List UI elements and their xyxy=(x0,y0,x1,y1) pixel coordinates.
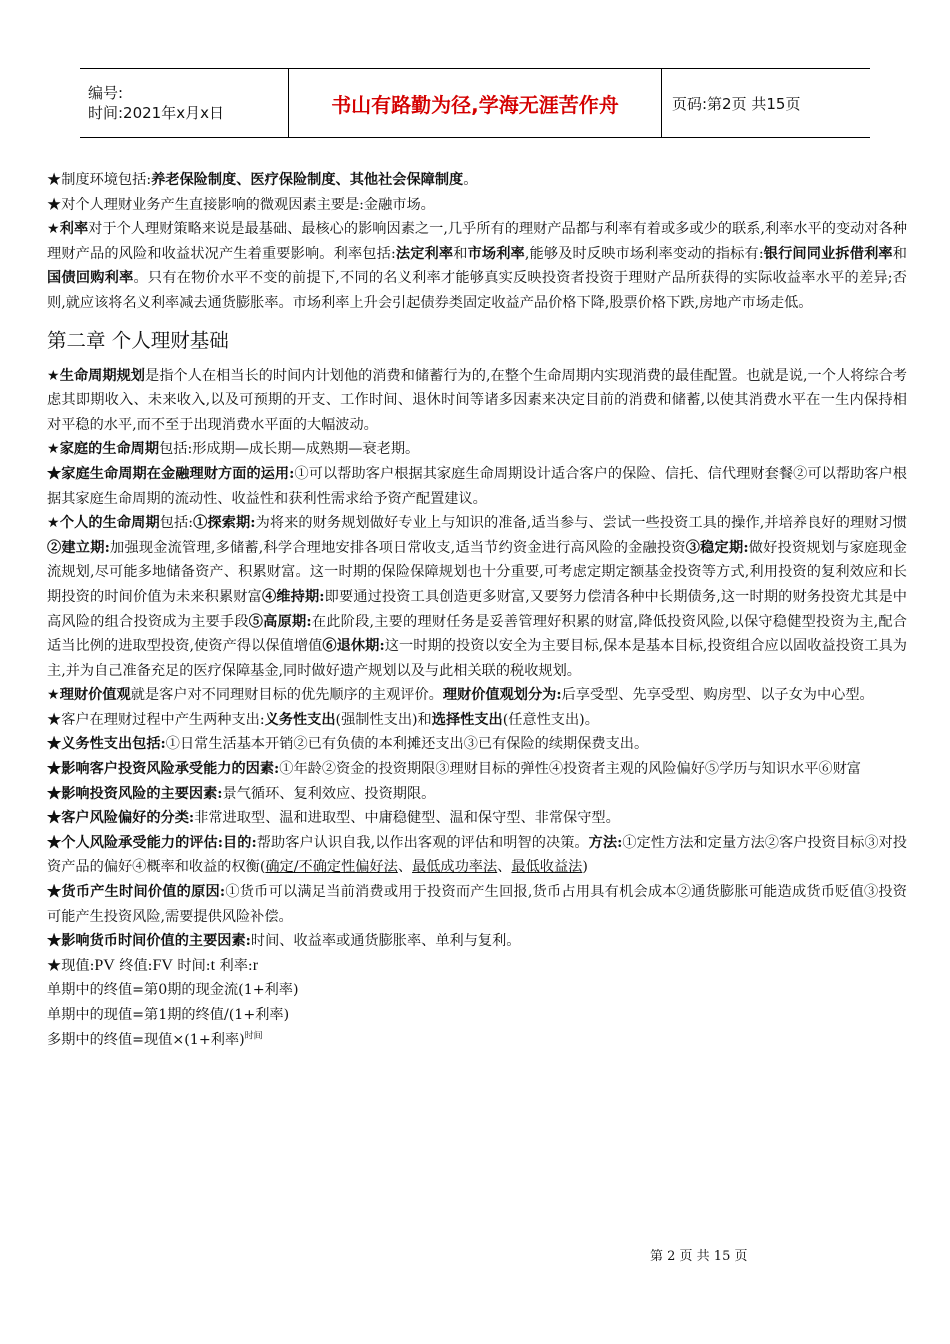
paragraph-system-environment xyxy=(47,168,907,193)
text-run: ★客户在理财过程中产生两种支出: xyxy=(47,711,265,728)
text-run: (强制性支出)和 xyxy=(335,711,432,728)
text-run: 最低收益法 xyxy=(511,859,583,876)
paragraph-variables xyxy=(47,954,907,979)
text-run: ★ xyxy=(47,515,60,532)
formula-single-period-pv xyxy=(47,1003,907,1028)
text-run: 确定/不确定性偏好法 xyxy=(265,859,398,876)
text-run: 利率 xyxy=(59,221,89,238)
text-run: 理财价值观 xyxy=(59,687,131,704)
text-run: 方法: xyxy=(588,834,623,851)
header-time: 时间:2021年x月x日 xyxy=(88,104,224,122)
paragraph-interest-rate xyxy=(47,217,907,315)
text-run: 包括:形成期—成长期—成熟期—衰老期。 xyxy=(159,441,420,458)
text-run: 加强现金流管理,多储蓄,科学合理地安排各项日常收支,适当节约资金进行高风险的金融投资 xyxy=(109,539,686,556)
header-motto xyxy=(288,69,662,137)
text-run: FV xyxy=(152,956,173,974)
text-run: ★ xyxy=(47,367,60,384)
formula-single-period-fv xyxy=(47,978,907,1003)
text-run: 最低成功率法 xyxy=(412,859,498,876)
header-motto-text: 书山有路勤为径,学海无涯苦作舟 xyxy=(331,92,619,117)
text-run: ★个人风险承受能力的评估:目的: xyxy=(47,834,257,851)
text-run: 是指个人在相当长的时间内计划他的消费和储蓄行为的,在整个生命周期内实现消费的最佳配置。也就是说,一个人将综合考虑其即期收入、未来收入,以及可预期的开支、工作时间、退休时间等诸多因素来决定目前的消费和储蓄,以使其消费水平在一生内保持相对平稳的水平,而不至于出现消费水平面的大幅波动。 xyxy=(47,367,907,433)
text-run: 个人的生命周期 xyxy=(59,515,160,532)
text-run: ) xyxy=(582,859,588,876)
text-run: ★ xyxy=(47,687,60,704)
text-run: ⑤高原期: xyxy=(248,613,312,630)
text-run: 生命周期规划 xyxy=(59,367,145,384)
text-run: 单期中的现值=第1期的终值/(1+利率) xyxy=(47,1007,290,1023)
text-run: ★影响货币时间价值的主要因素: xyxy=(47,933,251,950)
text-run: ★影响客户投资风险承受能力的因素: xyxy=(47,761,280,778)
text-run: 即要通过投资工具创造更多财富,又要努力偿清各种中长期债务,这一时期的财务投资尤其是中高风险的组合投资成为主要手段 xyxy=(47,588,907,630)
text-run: 选择性支出 xyxy=(431,711,503,728)
text-run: ★ xyxy=(47,221,60,238)
page-footer xyxy=(650,1245,747,1264)
text-run: 非常进取型、温和进取型、中庸稳健型、温和保守型、非常保守型。 xyxy=(194,810,620,827)
text-run: 、 xyxy=(397,859,413,876)
paragraph-micro-factor xyxy=(47,193,907,218)
paragraph-financial-values xyxy=(47,683,907,708)
text-run: 义务性支出 xyxy=(264,711,336,728)
text-run: 后享受型、先享受型、购房型、以子女为中心型。 xyxy=(561,687,874,704)
page-header xyxy=(80,68,870,138)
text-run: 养老保险制度、医疗保险制度、其他社会保障制度 xyxy=(151,172,464,188)
text-run: ②建立期: xyxy=(47,539,110,556)
text-run: ①货币可以满足当前消费或用于投资而产生回报,货币占用具有机会成本②通货膨胀可能造成货币贬值③投资可能产生投资风险,需要提供风险补偿。 xyxy=(47,884,907,925)
text-run: 包括: xyxy=(159,515,194,532)
text-run: ★ xyxy=(47,441,60,458)
text-run: ★客户风险偏好的分类: xyxy=(47,810,195,827)
chapter-title: 第二章 个人理财基础 xyxy=(47,328,229,352)
text-run: 家庭的生命周期 xyxy=(59,441,160,458)
text-run: t xyxy=(210,956,216,974)
header-number-label: 编号: xyxy=(88,84,124,102)
paragraph-investment-risk-factors xyxy=(47,782,907,807)
text-run: 就是客户对不同理财目标的优先顺序的主观评价。 xyxy=(130,687,443,704)
text-run: ①年龄②资金的投资期限③理财目标的弹性④投资者主观的风险偏好⑤学历与知识水平⑥财富 xyxy=(279,761,861,778)
text-run: 为将来的财务规划做好专业上与知识的准备,适当参与、尝试一些投资工具的操作,并培养良好的理财习惯 xyxy=(255,515,907,532)
footer-page-number: 第 2 页 共 15 页 xyxy=(650,1249,748,1264)
text-run: 法定利率 xyxy=(395,245,454,262)
formula-multi-period-fv xyxy=(47,1028,907,1053)
text-run: 。只有在物价水平不变的前提下,不同的名义利率才能够真实反映投资者投资于理财产品所获得的实际收益率水平的差异;否则,就应该将名义利率减去通货膨胀率。市场利率上升会引起债券类固定收益产品价格下降,股票价格下跌,房地产市场走低。 xyxy=(47,270,907,311)
paragraph-mandatory-expenses xyxy=(47,732,907,757)
text-run: 时间、收益率或通货膨胀率、单利与复利。 xyxy=(250,933,521,950)
text-run: r xyxy=(252,956,259,974)
text-run: 时间: xyxy=(172,957,211,974)
paragraph-family-cycle-application xyxy=(47,462,907,511)
text-run: ③稳定期: xyxy=(685,539,749,556)
text-run: ★制度环境包括: xyxy=(47,172,152,188)
text-run: 和 xyxy=(453,245,468,262)
text-run: ①定性方法和定量方法②客户投资目标③对投资产品的偏好④概率和收益的权衡( xyxy=(47,834,907,876)
text-run: ★对个人理财业务产生直接影响的微观因素主要是:金融市场。 xyxy=(47,196,435,213)
paragraph-risk-capacity-assessment xyxy=(47,831,907,880)
text-run: ,能够及时反映市场利率变动的指标有: xyxy=(524,245,764,262)
text-run: 终值: xyxy=(114,957,153,974)
header-page-info-text: 页码:第2页 共15页 xyxy=(672,94,801,113)
text-run: 对于个人理财策略来说是最基础、最核心的影响因素之一,几乎所有的理财产品都与利率有着或多或少的联系,利率水平的变动对各种理财产品的风险和收益状况产生着重要影响。利率包括: xyxy=(47,221,907,262)
text-run: 、 xyxy=(497,859,512,876)
text-run: ①可以帮助客户根据其家庭生命周期设计适合客户的保险、信托、信代理财套餐②可以帮助客户根据其家庭生命周期的流动性、收益性和获利性需求给予资产配置建议。 xyxy=(47,465,907,507)
text-run: 银行间同业拆借利率 xyxy=(763,245,893,262)
paragraph-two-expenses xyxy=(47,708,907,733)
paragraph-time-value-reasons xyxy=(47,880,907,929)
text-run: 市场利率 xyxy=(467,245,525,262)
text-run: ★货币产生时间价值的原因: xyxy=(47,884,226,901)
header-page-info xyxy=(662,69,800,137)
paragraph-family-life-cycle xyxy=(47,437,907,462)
header-meta xyxy=(80,69,288,137)
text-run: 单期中的终值=第0期的现金流(1+利率) xyxy=(47,982,299,999)
paragraph-life-cycle-planning xyxy=(47,364,907,438)
text-run: 和 xyxy=(892,245,907,262)
text-run: 。 xyxy=(463,172,478,188)
text-run: 利率: xyxy=(215,957,253,974)
text-run: ⑥退休期: xyxy=(322,638,385,655)
text-run: ★义务性支出包括: xyxy=(47,736,166,753)
text-run: 多期中的终值=现值×(1+利率) xyxy=(47,1031,245,1048)
text-run: 理财价值观划分为: xyxy=(442,687,562,704)
text-run: 时间 xyxy=(244,1030,263,1041)
text-run: 做好投资规划与家庭现金流规划,尽可能多地储备资产、积累财富。这一时期的保险保障规划也十分重要,可考虑定期定额基金投资等方式,利用投资的复利效应和长期投资的时间价值为未来积累财富 xyxy=(47,539,907,605)
paragraph-risk-capacity-factors xyxy=(47,757,907,782)
text-run: 在此阶段,主要的理财任务是妥善管理好积累的财富,降低投资风险,以保守稳健型投资为主,配合适当比例的进取型投资,使资产得以保值增值 xyxy=(47,613,907,655)
text-run: ④维持期: xyxy=(261,588,325,605)
document-body xyxy=(47,168,907,1052)
text-run: ①日常生活基本开销②已有负债的本利摊还支出③已有保险的续期保费支出。 xyxy=(165,736,649,753)
text-run: ★影响投资风险的主要因素: xyxy=(47,785,223,802)
paragraph-time-value-factors xyxy=(47,929,907,954)
paragraph-risk-preference-types xyxy=(47,806,907,831)
text-run: 这一时期的投资以安全为主要目标,保本是基本目标,投资组合应以固收益投资工具为主,并为自己准备充足的医疗保障基金,同时做好遗产规划以及与此相关联的税收规划。 xyxy=(47,638,907,679)
text-run: 国债回购利率 xyxy=(47,270,134,287)
text-run: PV xyxy=(94,956,115,974)
text-run: 帮助客户认识自我,以作出客观的评估和明智的决策。 xyxy=(256,834,589,851)
text-run: ①探索期: xyxy=(193,515,256,532)
text-run: 景气循环、复利效应、投资期限。 xyxy=(222,785,436,802)
text-run: ★现值: xyxy=(47,957,95,974)
paragraph-personal-life-cycle xyxy=(47,511,907,683)
text-run: (任意性支出)。 xyxy=(502,711,599,728)
text-run: ★家庭生命周期在金融理财方面的运用: xyxy=(47,465,295,482)
